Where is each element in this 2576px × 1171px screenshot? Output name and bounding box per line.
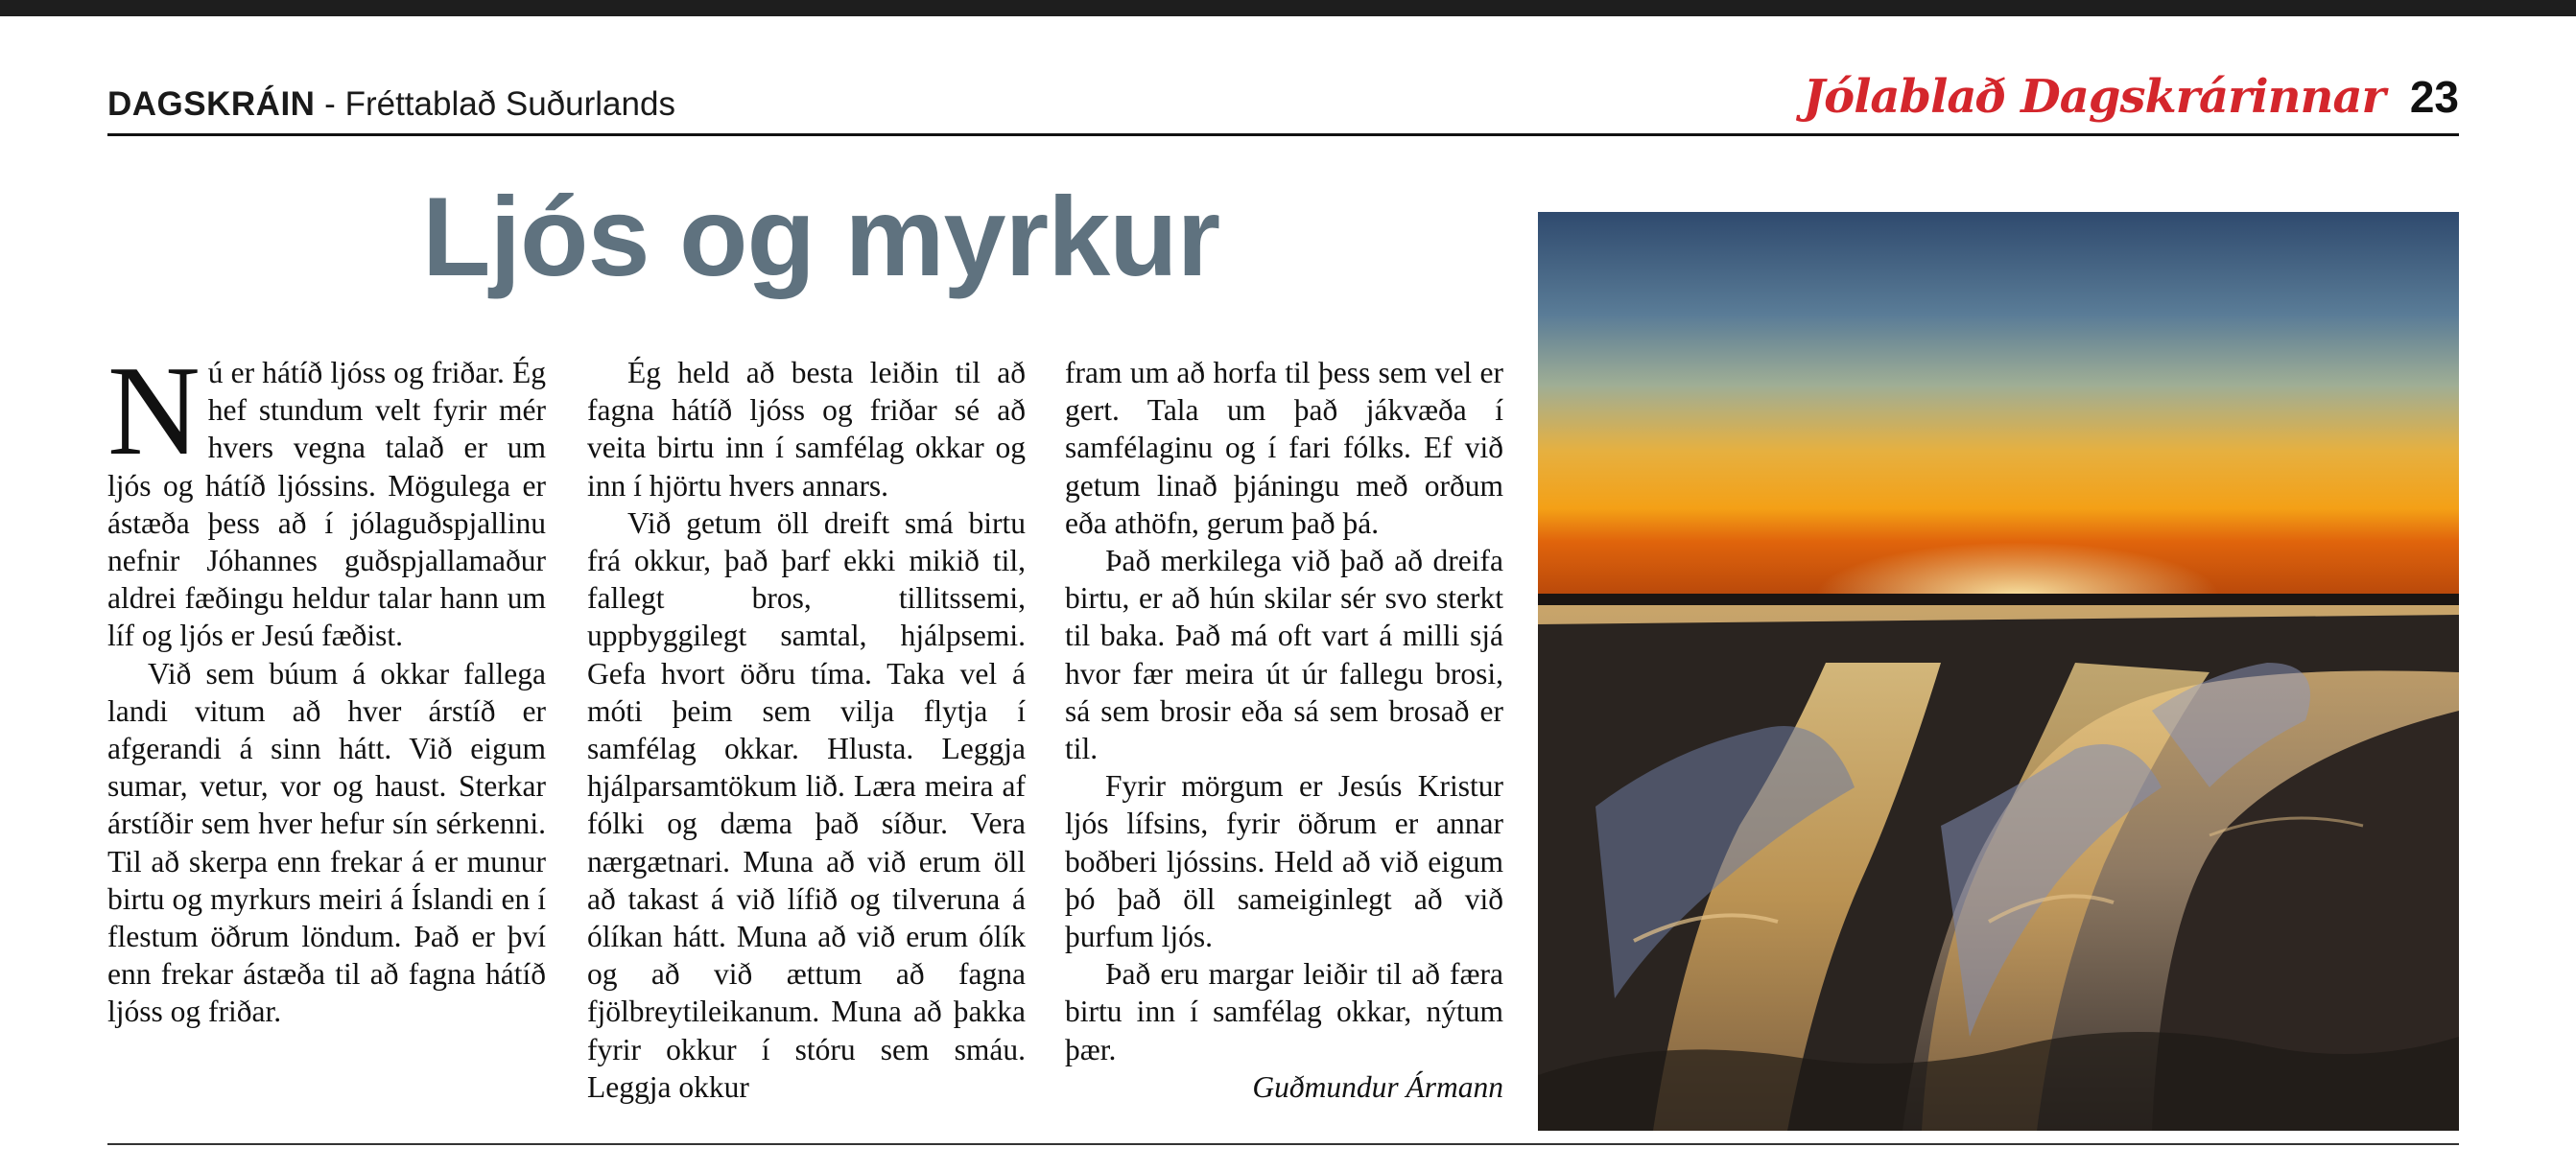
article-title: Ljós og myrkur [422,174,1220,299]
article-paragraph: fram um að horfa til þess sem vel er gert. Tala um það jákvæða í samfélaginu og í fari fólks. Ef við getum linað þjáningu með orðum eða athöfn, gerum það þá. [1065,356,1503,540]
publication-subtitle: Fréttablað Suðurlands [344,85,675,123]
article-paragraph: Það merkilega við það að dreifa birtu, er að hún skilar sér svo sterkt til baka. Það má oft vart á milli sjá hvor fær meira út úr fallegu brosi, sá sem brosir eða sá sem brosað er til. [1065,544,1503,766]
article-paragraph: Það eru margar leiðir til að færa birtu inn í samfélag okkar, nýtum þær. [1065,957,1503,1066]
newspaper-page [0,16,2576,1171]
article-paragraph: Við getum öll dreift smá birtu frá okkur, það þarf ekki mikið til, fallegt bros, tillitssemi, uppbyggilegt samtal, hjálpsemi. Gefa hvort öðru tíma. Taka vel á móti þeim sem vilja flytja í samfélag okkar. Hlusta. Leggja hjálparsamtökum lið. Læra meira af fólki og dæma það síður. Vera nærgætnari. Muna að við erum öll að takast á við lífið og tilveruna á ólíkan hátt. Muna að við erum ólík og að við ættum að fagna fjölbreytileikanum. Muna að þakka fyrir okkur í stóru sem smáu. Leggja okkur [587,505,1026,1104]
sunset-shore-photo [1538,212,2459,1131]
article-paragraph: Fyrir mörgum er Jesús Kristur ljós lífsins, fyrir öðrum er annar boðberi ljóssins. Held að við eigum þó það öll sameiginlegt að við þurfum ljós. [1065,769,1503,954]
article-paragraph: Við sem búum á okkar fallega landi vitum að hver árstíð er afgerandi á sinn hátt. Við eigum sumar, vetur, vor og haust. Sterkar árstíðir sem hver hefur sín sérkenni. Til að skerpa enn frekar á er munur birtu og myrkurs meiri á Íslandi en í flestum öðrum löndum. Það er því enn frekar ástæða til að fagna hátíð ljóss og friðar. [107,656,546,1029]
drop-cap: N [107,340,201,481]
page-number: 23 [2409,72,2459,122]
article-paragraph: Ég held að besta leiðin til að fagna hátíð ljóss og friðar sé að veita birtu inn í samfélag okkar og inn í hjörtu hvers annars. [587,356,1026,503]
header-rule [107,133,2459,136]
page-header-edition [1803,70,2459,124]
special-edition-title: Jólablað Dagskrárinnar [1803,70,2385,124]
article-byline: Guðmundur Ármann [1252,1069,1503,1104]
page-header-publication [107,85,675,124]
article-column-3 [1065,354,1503,1106]
sunset-shore-illustration [1538,212,2459,1131]
article-column-1 [107,340,546,1031]
publication-name: DAGSKRÁIN [107,85,316,123]
header-separator: - [315,85,345,123]
paragraph-text: ú er hátíð ljóss og friðar. Ég hef stundum velt fyrir mér hvers vegna talað er um ljós og hátíð ljóssins. Mögulega er ástæða þess að í jólaguðspjallinu nefnir Jóhannes guðspjallamaður aldrei fæðingu heldur talar hann um líf og ljós er Jesú fæðist. [107,356,546,653]
article-paragraph [107,340,546,655]
footer-rule [107,1143,2459,1145]
article-column-2 [587,354,1026,1106]
